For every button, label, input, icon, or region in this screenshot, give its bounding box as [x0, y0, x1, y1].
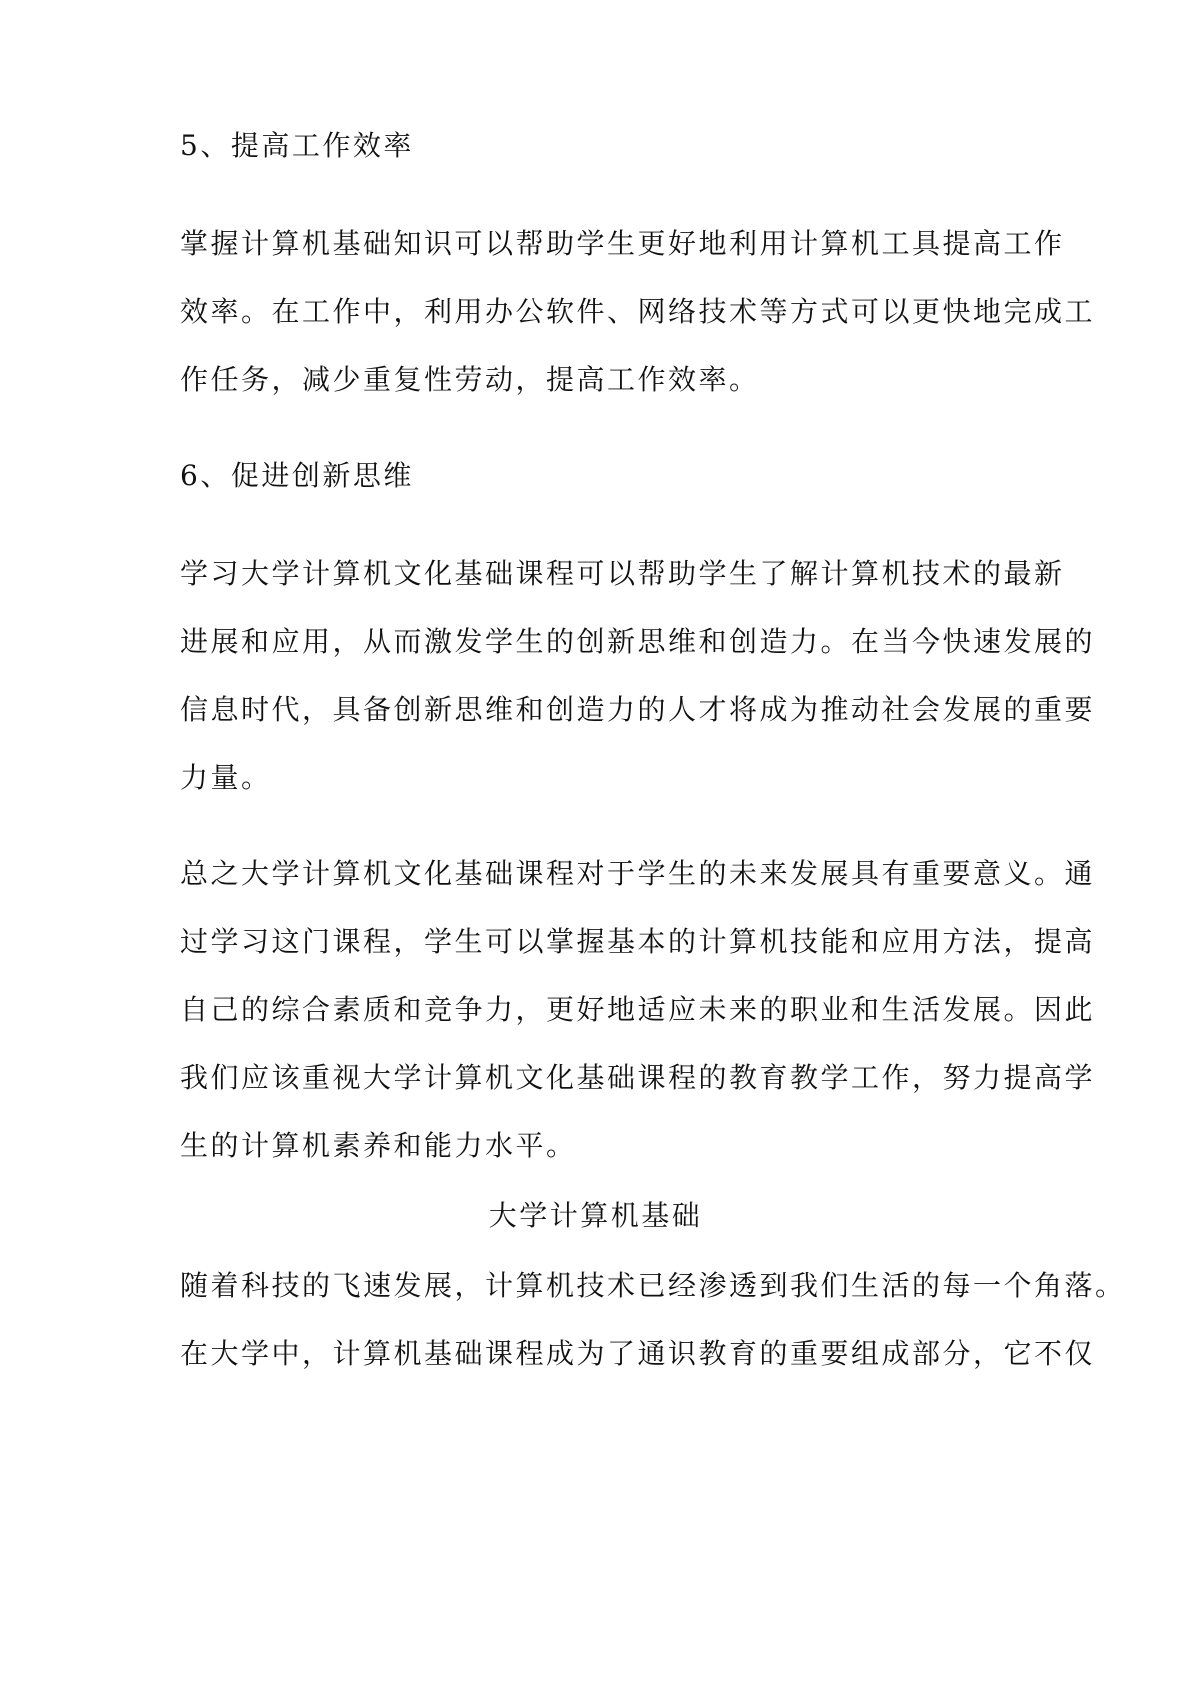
paragraph-line: 学习大学计算机文化基础课程可以帮助学生了解计算机技术的最新 — [180, 557, 1065, 590]
paragraph-line: 总之大学计算机文化基础课程对于学生的未来发展具有重要意义。通 — [180, 857, 1096, 890]
paragraph-line: 掌握计算机基础知识可以帮助学生更好地利用计算机工具提高工作 — [180, 227, 1065, 260]
paragraph-line: 我们应该重视大学计算机文化基础课程的教育教学工作，努力提高学 — [180, 1061, 1096, 1094]
paragraph-line: 信息时代，具备创新思维和创造力的人才将成为推动社会发展的重要 — [180, 693, 1096, 726]
section-heading-6: 6、促进创新思维 — [180, 459, 414, 492]
paragraph-line: 进展和应用，从而激发学生的创新思维和创造力。在当今快速发展的 — [180, 625, 1096, 658]
paragraph-line: 过学习这门课程，学生可以掌握基本的计算机技能和应用方法，提高 — [180, 925, 1096, 958]
paragraph-line: 作任务，减少重复性劳动，提高工作效率。 — [180, 363, 760, 396]
section-heading-5: 5、提高工作效率 — [180, 129, 414, 162]
paragraph-line: 效率。在工作中，利用办公软件、网络技术等方式可以更快地完成工 — [180, 295, 1096, 328]
paragraph-line: 随着科技的飞速发展，计算机技术已经渗透到我们生活的每一个角落。 — [180, 1269, 1126, 1302]
paragraph-line: 生的计算机素养和能力水平。 — [180, 1129, 577, 1162]
paragraph-line: 自己的综合素质和竞争力，更好地适应未来的职业和生活发展。因此 — [180, 993, 1096, 1026]
paragraph-line: 力量。 — [180, 761, 272, 794]
article-title: 大学计算机基础 — [488, 1199, 703, 1232]
paragraph-line: 在大学中，计算机基础课程成为了通识教育的重要组成部分，它不仅 — [180, 1337, 1096, 1370]
